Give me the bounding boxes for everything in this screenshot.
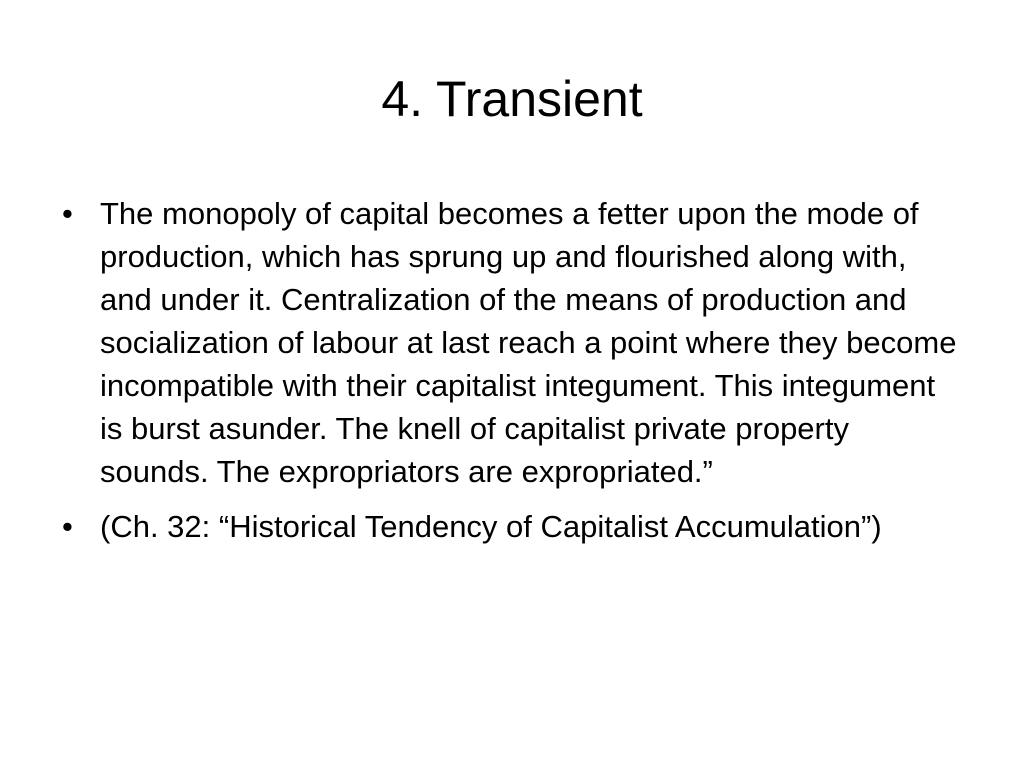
slide-title: 4. Transient (381, 71, 643, 127)
bullet-dot-icon: • (62, 196, 73, 231)
bullet-list (62, 192, 962, 560)
bullet-dot-icon: • (62, 509, 73, 544)
bullet-text: (Ch. 32: “Historical Tendency of Capitalist Accumulation”) (100, 509, 882, 544)
bullet-text: The monopoly of capital becomes a fetter upon the mode of production, which has sprung up and flourished along with, and under it. Centralization of the means of production and socialization of labour at last reach a point where they become incompatible with their capitalist integument. This integument is burst asunder. The knell of capitalist private property sounds. The expropriators are expropriated.” (100, 196, 957, 489)
bullet-item-quote (62, 192, 962, 493)
bullet-item-citation (62, 505, 962, 548)
